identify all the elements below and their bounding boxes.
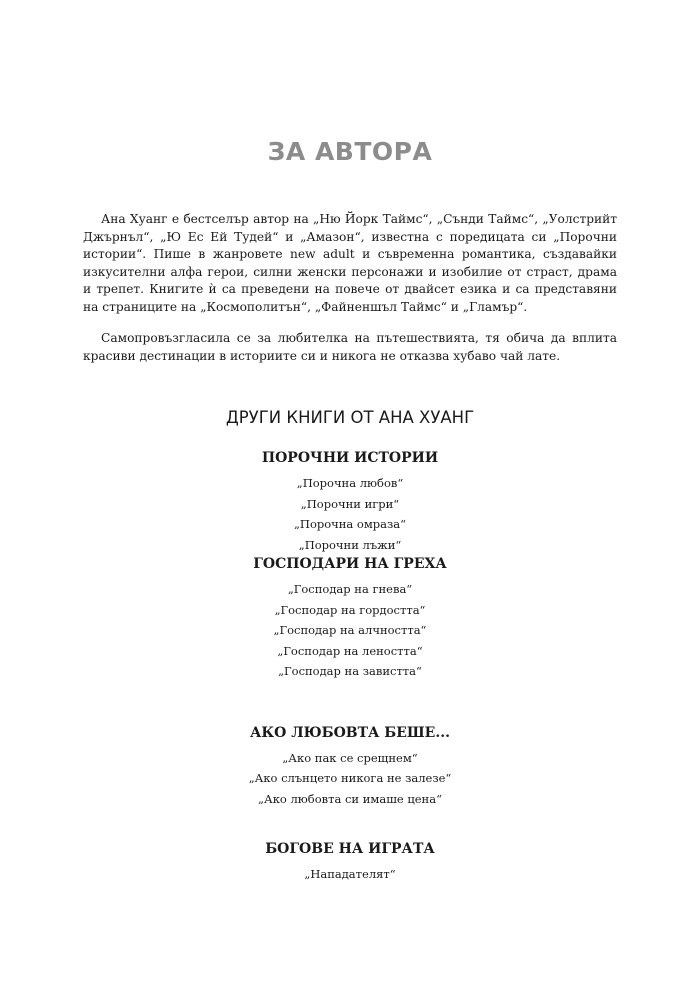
series-title: АКО ЛЮБОВТА БЕШЕ...: [250, 724, 450, 741]
book-list: [0, 579, 700, 682]
book-title: „Господар на алчността“: [273, 623, 427, 637]
series-title: ПОРОЧНИ ИСТОРИИ: [261, 450, 439, 466]
book-title: „Ако пак се срещнем“: [282, 750, 418, 765]
book-title: „Порочна омраза“: [293, 517, 407, 531]
chapter-title: ЗА АВТОРА: [267, 137, 433, 166]
other-books-section: [0, 408, 700, 885]
book-series: [0, 449, 700, 555]
book-title: „Порочна любов“: [296, 476, 404, 490]
book-series: [0, 840, 700, 885]
book-title: „Господар на леността“: [277, 643, 423, 658]
book-list: [0, 473, 700, 555]
book-title: „Господар на гордостта“: [274, 602, 426, 617]
book-list: [0, 864, 700, 885]
book-title: „Ако любовта си имаше цена“: [258, 791, 442, 806]
book-title: „Ако слънцето никога не залезе“: [248, 771, 452, 785]
book-title: „Господар на завистта“: [278, 664, 422, 678]
book-title: „Порочни лъжи“: [298, 537, 402, 552]
author-bio-paragraph: Самопровъзгласила се за любителка на пътешествията, тя обича да вплита красиви дестинации в историите си и никога не отказва хубаво чай лате.: [83, 331, 617, 363]
book-title: „Порочни игри“: [300, 496, 400, 511]
book-list: [0, 748, 700, 810]
series-title: БОГОВЕ НА ИГРАТА: [265, 841, 435, 857]
book-title: „Господар на гнева“: [287, 582, 413, 596]
other-books-heading: ДРУГИ КНИГИ ОТ АНА ХУАНГ: [225, 408, 475, 427]
series-title: ГОСПОДАРИ НА ГРЕХА: [253, 556, 447, 572]
book-series: [0, 555, 700, 682]
book-series: [0, 724, 700, 810]
book-title: „Нападателят“: [304, 867, 396, 881]
author-bio-paragraph: Ана Хуанг е бестселър автор на „Ню Йорк Таймс“, „Сънди Таймс“, „Уолстрийт Джърнъл“, „Ю Ес Ей Тудей“ и „Амазон“, известна с поредицата си „Порочни истории“. Пише в жанровете new adult и съвременна романтика, създавайки изкусителни алфа герои, силни женски персонажи и изобилие от страст, драма и трепет. Книгите ѝ са преведени на повече от двайсет езика и са представяни на страниците на „Космополитън“, „Файненшъл Таймс“ и „Гламър“.: [83, 212, 617, 314]
